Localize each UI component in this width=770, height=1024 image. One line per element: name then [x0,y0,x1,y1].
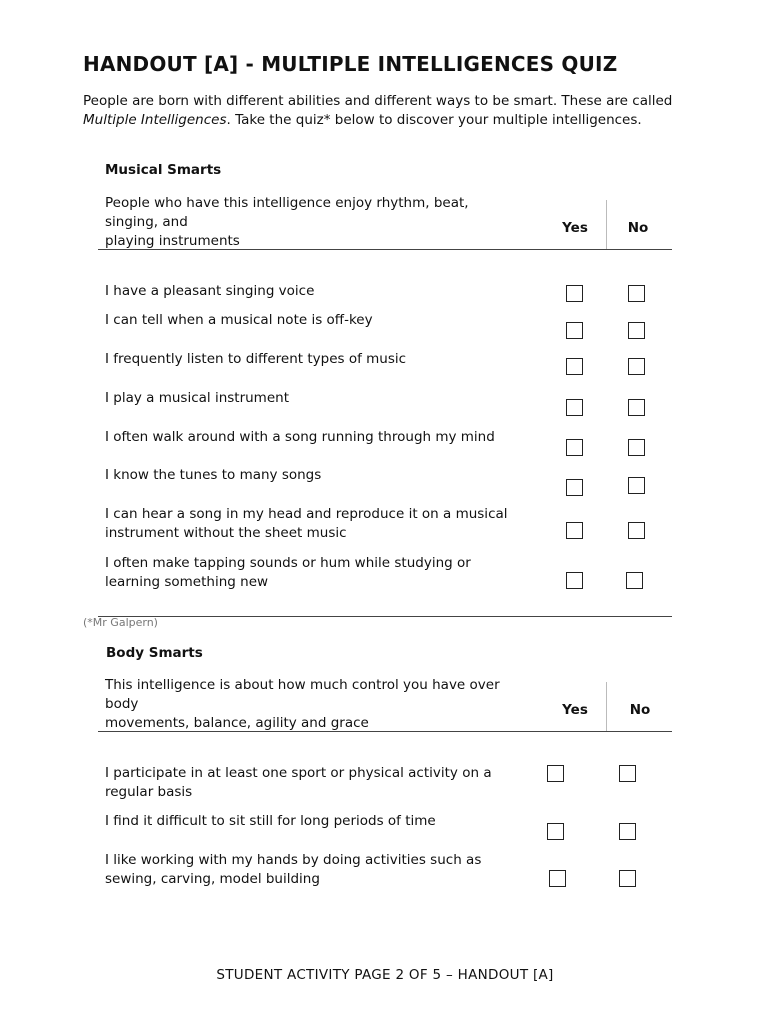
quiz-item: I have a pleasant singing voice [105,283,315,299]
intro-paragraph [83,92,683,130]
no-checkbox[interactable] [628,285,645,302]
yes-checkbox[interactable] [566,322,583,339]
quiz-item: I frequently listen to different types of music [105,351,407,367]
quiz-item: I find it difficult to sit still for long periods of time [105,813,436,829]
desc-line: This intelligence is about how much control you have over [105,677,500,693]
yes-checkbox[interactable] [566,285,583,302]
no-checkbox[interactable] [628,322,645,339]
intro-text: People are born with different abilities and different ways to be smart. These are called [83,93,673,109]
footnote: (*Mr Galpern) [83,616,158,629]
desc-line: playing instruments [105,233,240,249]
column-divider [606,682,607,732]
header-rule [98,249,672,250]
column-header-no: No [629,702,651,718]
yes-checkbox[interactable] [547,765,564,782]
desc-line: singing, and [105,214,188,230]
header-rule [98,731,672,732]
column-divider [606,200,607,250]
page-title: HANDOUT [A] - MULTIPLE INTELLIGENCES QUIZ [83,52,618,76]
yes-checkbox[interactable] [566,479,583,496]
quiz-item: I like working with my hands by doing activities such as sewing, carving, model building [105,852,482,887]
quiz-item: I play a musical instrument [105,390,289,406]
no-checkbox[interactable] [628,399,645,416]
quiz-item: I know the tunes to many songs [105,467,322,483]
yes-checkbox[interactable] [566,439,583,456]
yes-checkbox[interactable] [566,358,583,375]
no-checkbox[interactable] [628,358,645,375]
desc-line: movements, balance, agility and grace [105,715,369,731]
intro-text-end: . Take the quiz* below to discover your multiple intelligences. [226,112,642,128]
column-header-yes: Yes [562,220,588,236]
yes-checkbox[interactable] [547,823,564,840]
yes-checkbox[interactable] [566,522,583,539]
no-checkbox[interactable] [619,765,636,782]
quiz-item: I participate in at least one sport or physical activity on a regular basis [105,765,492,800]
column-header-no: No [627,220,649,236]
section-title-body: Body Smarts [106,645,203,661]
no-checkbox[interactable] [626,572,643,589]
section-desc-musical [105,194,515,251]
section-title-musical: Musical Smarts [105,162,222,178]
yes-checkbox[interactable] [549,870,566,887]
desc-line: People who have this intelligence enjoy rhythm, beat, [105,195,469,211]
yes-checkbox[interactable] [566,399,583,416]
quiz-item: I often make tapping sounds or hum while studying or learning something new [105,555,471,590]
intro-emphasis: Multiple Intelligences [83,112,227,128]
page-footer: STUDENT ACTIVITY PAGE 2 OF 5 – HANDOUT [A] [216,967,554,983]
no-checkbox[interactable] [628,477,645,494]
quiz-item: I can tell when a musical note is off-key [105,312,373,328]
section-end-rule [98,616,672,617]
quiz-item: I often walk around with a song running through my mind [105,429,495,445]
no-checkbox[interactable] [619,870,636,887]
quiz-item: I can hear a song in my head and reproduce it on a musical instrument without the sheet music [105,506,508,541]
yes-checkbox[interactable] [566,572,583,589]
no-checkbox[interactable] [619,823,636,840]
no-checkbox[interactable] [628,522,645,539]
desc-line: body [105,696,139,712]
section-desc-body [105,676,515,733]
no-checkbox[interactable] [628,439,645,456]
column-header-yes: Yes [562,702,588,718]
